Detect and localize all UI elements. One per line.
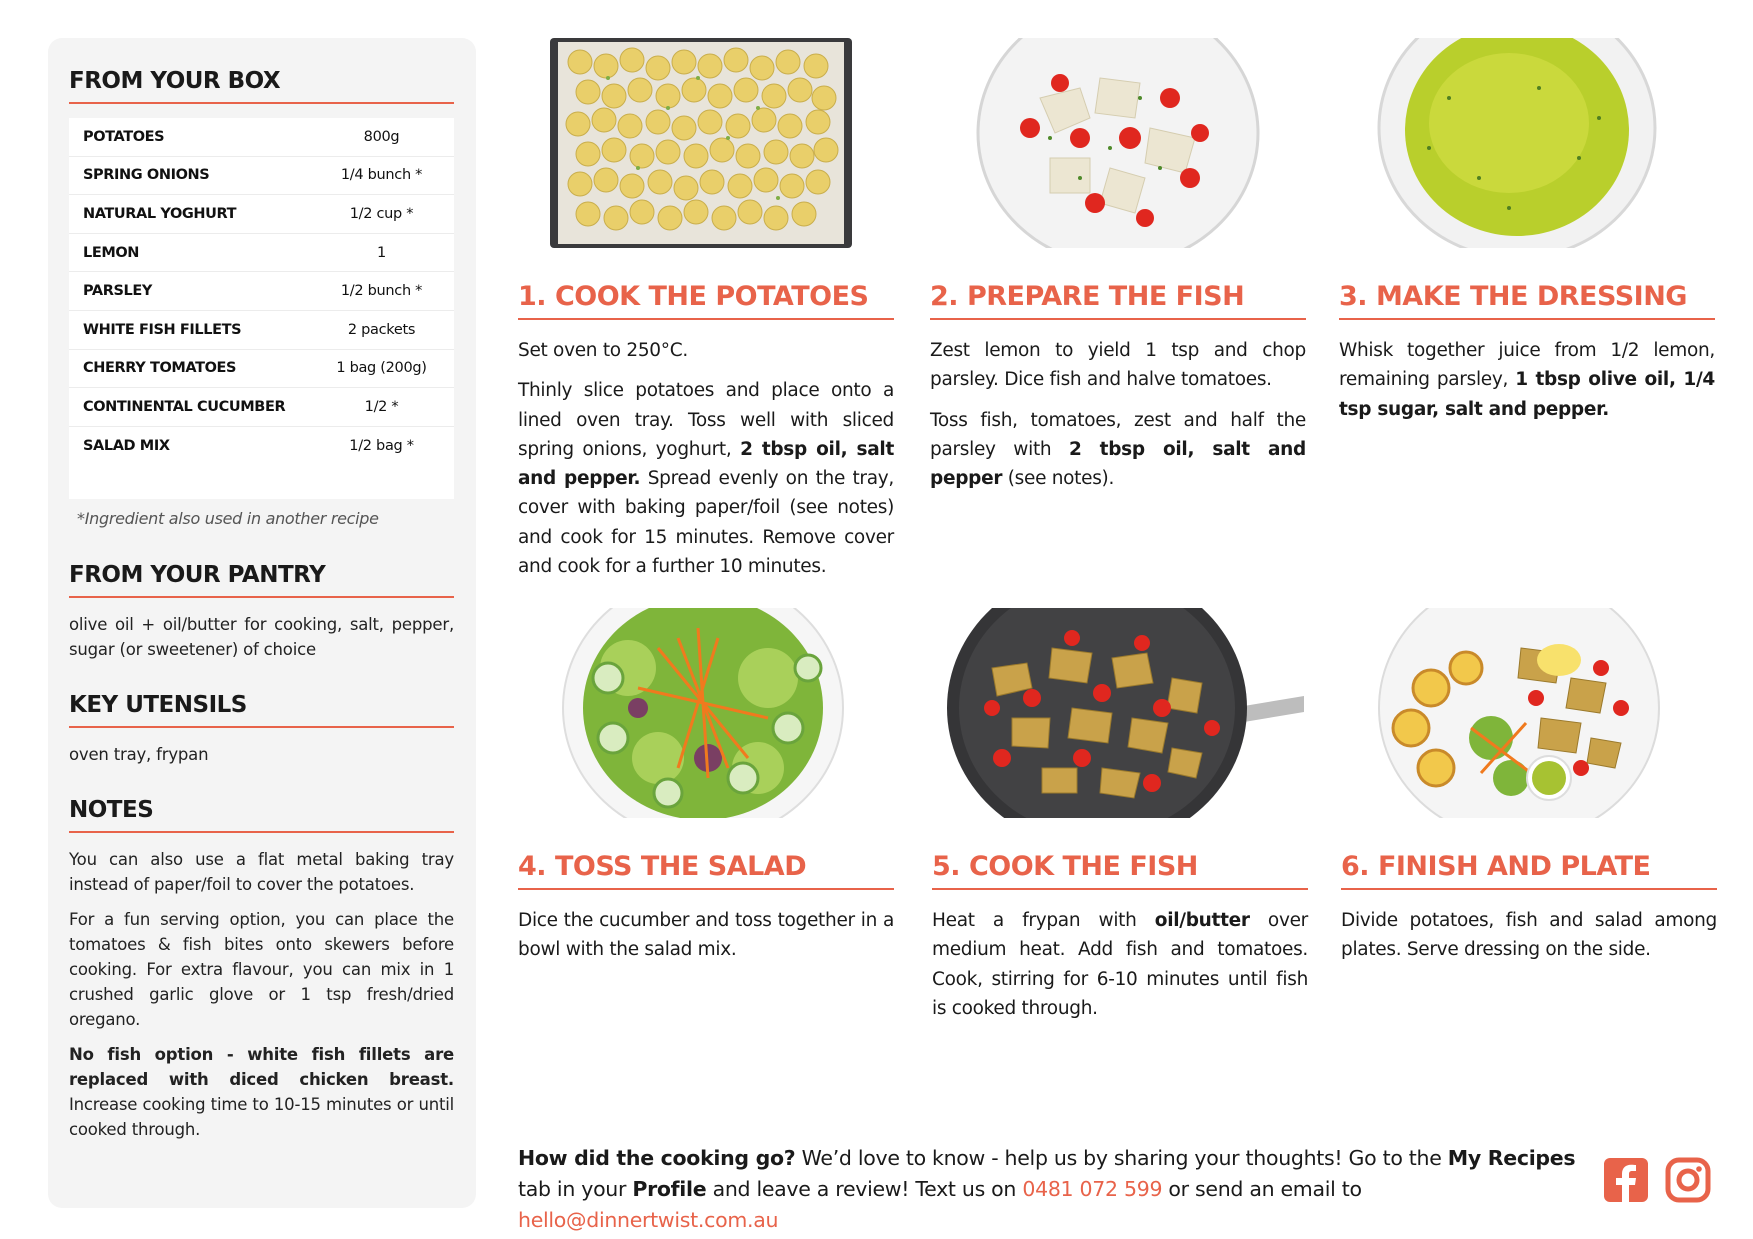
ingredient-qty: 1 bag (200g): [336, 360, 427, 377]
step-bold-text: oil/butter: [1154, 910, 1250, 931]
utensils-text: oven tray, frypan: [69, 745, 209, 765]
step-5: [932, 608, 1308, 1023]
pantry-title: FROM YOUR PANTRY: [69, 562, 454, 598]
step-5-text: [932, 906, 1308, 1023]
ingredients-table: [69, 118, 454, 499]
footer-text: or send an email to: [1162, 1177, 1362, 1201]
pantry-section: [69, 562, 454, 662]
step-bold-text: 1 tbsp olive oil, 1/4 tsp sugar, salt and pepper.: [1339, 369, 1715, 420]
utensils-section: [69, 692, 454, 767]
ingredient-name: POTATOES: [83, 128, 165, 145]
salad-plate-photo-icon: [518, 608, 894, 818]
ingredient-qty: 1/2 *: [364, 398, 399, 415]
ingredient-footnote: *Ingredient also used in another recipe: [77, 509, 379, 529]
step-3-title: 3. MAKE THE DRESSING: [1339, 281, 1715, 320]
step-text: Spread evenly on the tray, cover with baking paper/foil (see notes) and cook for 15 minutes. Remove cover and cook for a further 10 minutes.: [518, 468, 895, 578]
step-2: [930, 38, 1306, 493]
ingredient-row: [69, 234, 454, 273]
step-bold-text: 2 tbsp oil, salt and pepper.: [518, 438, 894, 490]
phone-link[interactable]: 0481 072 599: [1022, 1177, 1163, 1201]
ingredient-qty: 1: [377, 244, 386, 261]
footer-text: and leave a review! Text us on: [706, 1177, 1023, 1201]
step-6-title: 6. FINISH AND PLATE: [1341, 851, 1717, 890]
ingredient-qty: 1/2 bunch *: [340, 283, 423, 300]
step-1: [518, 38, 894, 581]
step-4-title: 4. TOSS THE SALAD: [518, 851, 894, 890]
my-recipes-link[interactable]: My Recipes: [1447, 1146, 1576, 1170]
ingredients-sidebar: [48, 38, 476, 1208]
ingredient-name: SALAD MIX: [83, 438, 170, 455]
ingredient-qty: 800g: [363, 128, 400, 145]
fish-frypan-photo-icon: [932, 608, 1308, 818]
feedback-footer: [518, 1143, 1578, 1236]
step-2-title: 2. PREPARE THE FISH: [930, 281, 1306, 320]
notes-paragraph: You can also use a flat metal baking tray instead of paper/foil to cover the potatoes.: [69, 850, 454, 895]
step-bold-text: 2 tbsp oil, salt and pepper: [930, 438, 1306, 490]
footer-text: tab in your: [518, 1177, 633, 1201]
ingredient-qty: 2 packets: [347, 321, 416, 338]
profile-link[interactable]: Profile: [632, 1177, 707, 1201]
step-3-body: [1339, 336, 1715, 424]
step-6: [1341, 608, 1717, 965]
ingredient-qty: 1/4 bunch *: [340, 167, 423, 184]
ingredient-name: WHITE FISH FILLETS: [83, 321, 242, 338]
step-5-title: 5. COOK THE FISH: [932, 851, 1308, 890]
footer-text: We’d love to know - help us by sharing your thoughts! Go to the: [795, 1146, 1448, 1170]
step-3: [1339, 38, 1715, 424]
feedback-question: How did the cooking go?: [518, 1146, 796, 1170]
ingredient-name: NATURAL YOGHURT: [83, 205, 237, 222]
step-4-text: Dice the cucumber and toss together in a bowl with the salad mix.: [518, 910, 894, 961]
step-2-body: [930, 336, 1306, 493]
ingredient-qty: 1/2 cup *: [349, 205, 414, 222]
utensils-title: KEY UTENSILS: [69, 692, 454, 728]
potato-tray-photo-icon: [518, 38, 894, 248]
notes-bold-text: No fish option - white fish fillets are replaced with diced chicken breast.: [69, 1045, 454, 1090]
step-4-body: [518, 906, 894, 965]
notes-section: [69, 797, 454, 1142]
ingredient-row: [69, 157, 454, 196]
ingredient-row: [69, 350, 454, 389]
ingredient-row: [69, 272, 454, 311]
step-text: (see notes).: [1002, 468, 1115, 490]
step-2-text: [930, 406, 1306, 494]
ingredient-row: [69, 195, 454, 234]
notes-paragraph: For a fun serving option, you can place the tomatoes & fish bites onto skewers before cooking. For extra flavour, you can mix in 1 crushed garlic glove or 1 tsp fresh/dried oregano.: [69, 910, 454, 1030]
email-link[interactable]: hello@dinnertwist.com.au: [518, 1208, 779, 1232]
step-text: Whisk together juice from 1/2 lemon, remaining parsley,: [1339, 340, 1715, 391]
step-1-title: 1. COOK THE POTATOES: [518, 281, 894, 320]
fish-bowl-photo-icon: [930, 38, 1306, 248]
step-1-text: [518, 376, 894, 581]
step-text: over medium heat. Add fish and tomatoes. Cook, stirring for 6-10 minutes until fish is cooked through.: [932, 910, 1308, 1019]
step-2-text: Zest lemon to yield 1 tsp and chop parsley. Dice fish and halve tomatoes.: [930, 340, 1306, 391]
facebook-icon[interactable]: [1603, 1157, 1649, 1203]
ingredient-row: [69, 427, 454, 466]
ingredient-qty: 1/2 bag *: [349, 438, 414, 455]
ingredient-name: LEMON: [83, 244, 140, 261]
step-1-text: Set oven to 250°C.: [518, 340, 688, 361]
ingredient-name: SPRING ONIONS: [83, 167, 210, 184]
plated-meal-photo-icon: [1341, 608, 1717, 818]
step-3-text: [1339, 336, 1715, 424]
ingredient-row: [69, 118, 454, 157]
notes-paragraph: [69, 1042, 454, 1142]
ingredient-name: PARSLEY: [83, 283, 152, 300]
dressing-bowl-photo-icon: [1339, 38, 1715, 248]
pantry-text: olive oil + oil/butter for cooking, salt, pepper, sugar (or sweetener) of choice: [69, 615, 454, 660]
step-6-body: [1341, 906, 1717, 965]
instagram-icon[interactable]: [1665, 1157, 1711, 1203]
step-5-body: [932, 906, 1308, 1023]
step-1-body: [518, 336, 894, 581]
ingredient-name: CHERRY TOMATOES: [83, 360, 237, 377]
step-text: Heat a frypan with: [932, 910, 1155, 931]
step-4: [518, 608, 894, 965]
notes-title: NOTES: [69, 797, 454, 833]
notes-text: Increase cooking time to 10-15 minutes or until cooked through.: [69, 1095, 454, 1140]
ingredient-row: [69, 311, 454, 350]
box-title: FROM YOUR BOX: [69, 68, 454, 104]
step-text: Toss fish, tomatoes, zest and half the parsley with: [930, 409, 1306, 460]
ingredient-row: [69, 388, 454, 427]
step-6-text: Divide potatoes, fish and salad among plates. Serve dressing on the side.: [1341, 910, 1717, 961]
step-text: Thinly slice potatoes and place onto a lined oven tray. Toss well with sliced spring onions, yoghurt,: [518, 380, 894, 460]
ingredient-name: CONTINENTAL CUCUMBER: [83, 398, 286, 415]
